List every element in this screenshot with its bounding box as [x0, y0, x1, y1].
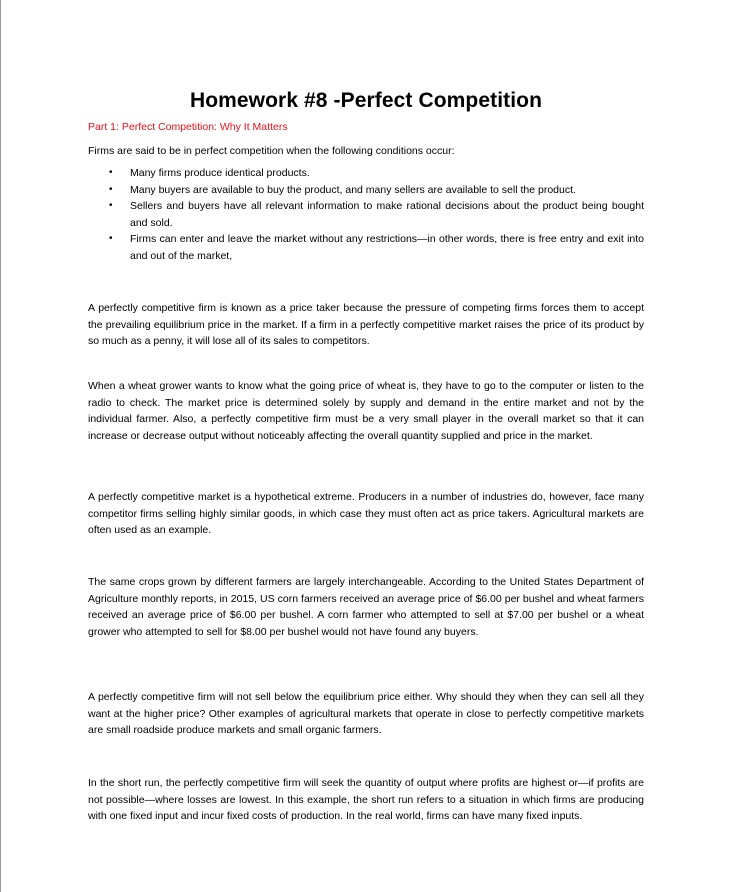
paragraph-equilibrium: A perfectly competitive firm will not sell below the equilibrium price either. Why should they when they can sell all they want at the higher price? Other examples of agricultural markets that operate in close to perfectly competitive markets are small roadside produce markets and small organic farmers. — [88, 691, 644, 736]
list-item-text: Firms can enter and leave the market without any restrictions—in other words, there is free entry and exit into and out of the market, — [130, 233, 644, 262]
list-item-text: Sellers and buyers have all relevant information to make rational decisions about the product being bought and sold. — [130, 200, 644, 229]
document-body — [88, 84, 644, 822]
list-item — [88, 165, 644, 182]
list-item — [88, 182, 644, 199]
intro-text: Firms are said to be in perfect competition when the following conditions occur: — [88, 145, 455, 157]
page-left-edge — [0, 0, 1, 892]
bullet-icon: • — [109, 233, 113, 244]
bullet-icon: • — [109, 183, 113, 195]
page-title: Homework #8 -Perfect Competition — [189, 89, 543, 112]
paragraph-crops: The same crops grown by different farmers are largely interchangeable. According to the United States Department of Agriculture monthly reports, in 2015, US corn farmers received an average price of $6.00 per bushel and wheat farmers received an average price of $6.00 per bushel. A corn farmer who attempted to sell at $7.00 per bushel or a wheat grower who attempted to sell for $8.00 per bushel would not have found any buyers. — [88, 576, 644, 638]
paragraph-wheat-grower: When a wheat grower wants to know what the going price of wheat is, they have to go to the computer or listen to the radio to check. The market price is determined solely by supply and demand in the entire market and not by the individual farmer. Also, a perfectly competitive firm must be a very small player in the overall market so that it can increase or decrease output without noticeably affecting the overall quantity supplied and price in the market. — [88, 380, 644, 442]
list-item-text: Many firms produce identical products. — [130, 167, 310, 179]
paragraph-short-run: In the short run, the perfectly competitive firm will seek the quantity of output where profits are highest or—if profits are not possible—where losses are lowest. In this example, the short run refers to a situation in which firms are producing with one fixed input and incur fixed costs of production. In the real world, firms can have many fixed inputs. — [88, 777, 644, 822]
section-heading: Part 1: Perfect Competition: Why It Matters — [88, 121, 288, 133]
bullet-icon: • — [109, 167, 113, 178]
paragraph-hypothetical-extreme: A perfectly competitive market is a hypothetical extreme. Producers in a number of industries do, however, face many competitor firms selling highly similar goods, in which case they must often act as price takers. Agricultural markets are often used as an example. — [88, 491, 644, 536]
list-item-text: Many buyers are available to buy the product, and many sellers are available to sell the product. — [130, 183, 576, 196]
bullet-icon: • — [109, 200, 113, 211]
list-item — [88, 231, 644, 264]
conditions-list — [88, 165, 644, 264]
paragraph-price-taker: A perfectly competitive firm is known as a price taker because the pressure of competing firms forces them to accept the prevailing equilibrium price in the market. If a firm in a perfectly competitive market raises the price of its product by so much as a penny, it will lose all of its sales to competitors. — [88, 302, 644, 347]
list-item — [88, 198, 644, 231]
